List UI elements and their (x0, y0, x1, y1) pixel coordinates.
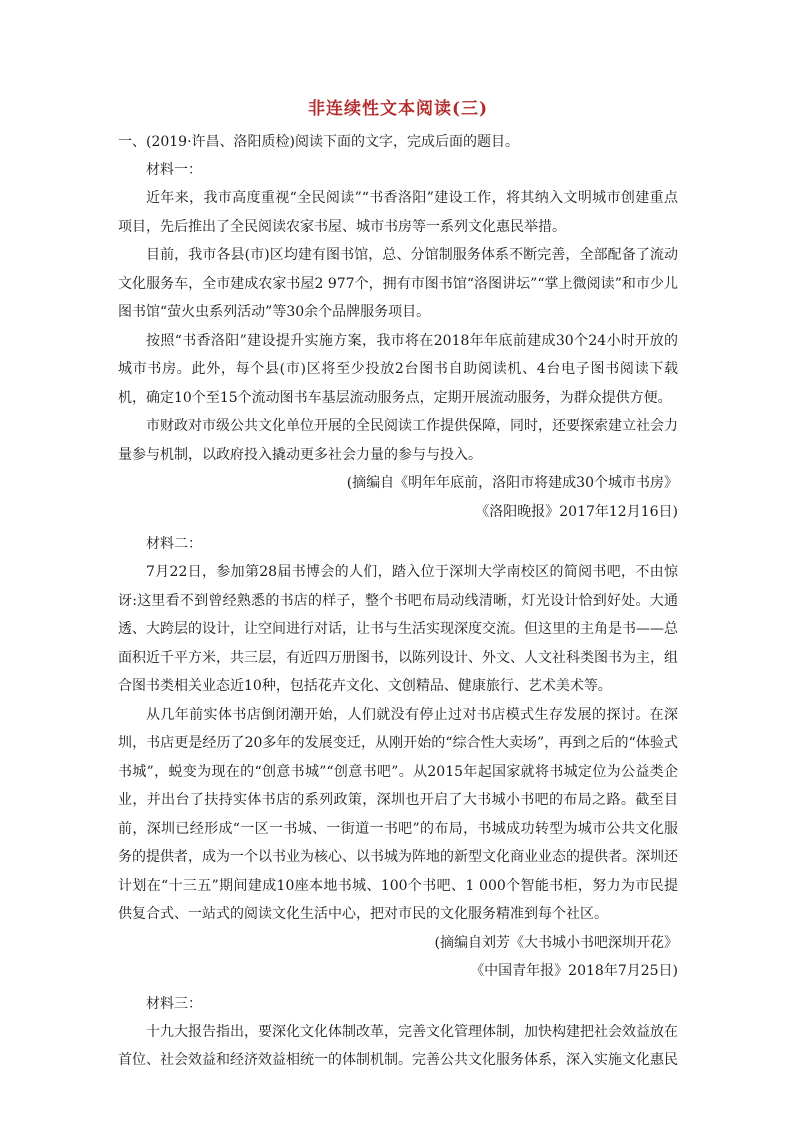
material1-paragraph: 按照“书香洛阳”建设提升实施方案，我市将在2018年年底前建成30个24小时开放的城市书房。此外，每个县(市)区将至少投放2台图书自助阅读机、4台电子图书阅读下载机，确定10个至15个流动图书车基层流动服务点，定期开展流动服务，为群众提供方便。 (118, 332, 678, 406)
material1-source-date: 《洛阳晚报》2017年12月16日) (475, 503, 678, 520)
material3-label: 材料三： (146, 995, 202, 1012)
material2-paragraph: 7月22日，参加第28届书博会的人们，踏入位于深圳大学南校区的简阅书吧，不由惊讶:这里看不到曾经熟悉的书店的样子，整个书吧布局动线清晰，灯光设计恰到好处。大通透、大跨层的设计，让空间进行对话，让书与生活实现深度交流。但这里的主角是书——总面积近千平方米，共三层，有近四万册图书，以陈列设计、外文、人文社科类图书为主，组合图书类相关业态近10种，包括花卉文化、文创精品、健康旅行、艺术美术等。 (118, 564, 678, 694)
material1-source: (摘编自《明年年底前，洛阳市将建成30个城市书房》 (346, 475, 678, 491)
material1-label: 材料一： (146, 162, 202, 178)
material2-source: (摘编自刘芳《大书城小书吧深圳开花》 (434, 934, 678, 951)
document-title: 非连续性文本阅读(三) (307, 99, 489, 119)
material2-source-date: 《中国青年报》2018年7月25日) (470, 963, 678, 979)
material3-paragraph: 十九大报告指出，要深化文化体制改革，完善文化管理体制，加快构建把社会效益放在首位、社会效益和经济效益相统一的体制机制。完善公共文化服务体系，深入实施文化惠民 (118, 1023, 678, 1068)
material2-paragraph: 从几年前实体书店倒闭潮开始，人们就没有停止过对书店模式生存发展的探讨。在深圳，书店更是经历了20多年的发展变迁，从刚开始的“综合性大卖场”，再到之后的“体验式书城”，蜕变为现在的“创意书城”“创意书吧”。从2015年起国家就将书城定位为公益类企业，并出台了扶持实体书店的系列政策，深圳也开启了大书城小书吧的布局之路。截至目前，深圳已经形成“一区一书城、一街道一书吧”的布局，书城成功转型为城市公共文化服务的提供者，成为一个以书业为核心、以书城为阵地的新型文化商业业态的提供者。深圳还计划在“十三五”期间建成10座本地书城、100个书吧、1 000个智能书柜，努力为市民提供复合式、一站式的阅读文化生活中心，把对市民的文化服务精准到每个社区。 (118, 706, 678, 922)
document-page (118, 96, 678, 1075)
material1-paragraph: 近年来，我市高度重视“全民阅读”“书香洛阳”建设工作，将其纳入文明城市创建重点项目，先后推出了全民阅读农家书屋、城市书房等一系列文化惠民举措。 (118, 190, 678, 235)
question-prompt: 一、(2019·许昌、洛阳质检)阅读下面的文字，完成后面的题目。 (118, 134, 520, 150)
material1-paragraph: 目前，我市各县(市)区均建有图书馆，总、分馆制服务体系不断完善，全部配备了流动文化服务车，全市建成农家书屋2 977个，拥有市图书馆“洛图讲坛”“掌上微阅读”和市少儿图书馆“萤火虫系列活动”等30余个品牌服务项目。 (118, 247, 678, 320)
material2-label: 材料二： (146, 536, 202, 552)
material1-paragraph: 市财政对市级公共文化单位开展的全民阅读工作提供保障，同时，还要探索建立社会力量参与机制，以政府投入撬动更多社会力量的参与与投入。 (118, 418, 678, 463)
